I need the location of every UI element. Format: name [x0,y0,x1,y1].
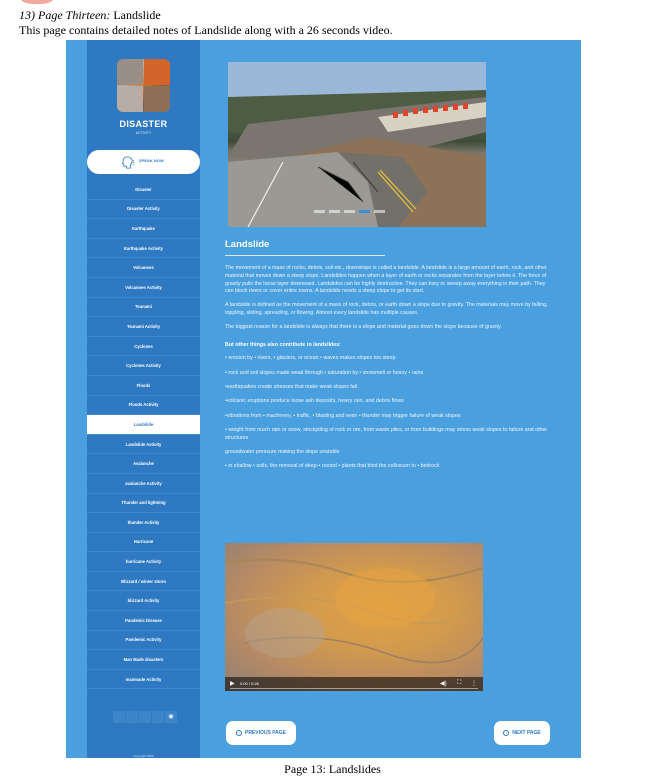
sidebar-item-hurricane-activity[interactable]: hurricane Activity [87,552,200,572]
sidebar-item-pandemic-activity[interactable]: Pandemic Activity [87,631,200,651]
social-icon[interactable] [113,711,125,723]
slider-dot[interactable] [344,210,355,213]
sidebar-item-volcanoes-activity[interactable]: Volcanoes Activity [87,278,200,298]
sidebar-item-thunder-activity[interactable]: thunder Activity [87,513,200,533]
social-links [113,711,177,723]
slider-dots [314,210,385,213]
landslide-road-image [228,62,486,227]
title-divider [225,255,385,256]
cause-item: • in shallow • soils, the removal of deep-• rooted • plants that bind the colluvium to • bedrock [225,463,440,470]
sidebar-item-hurricane[interactable]: Hurricane [87,533,200,553]
social-icon[interactable] [152,711,164,723]
sidebar-item-man-made-disasters[interactable]: Man Made disasters [87,650,200,670]
cause-item: • rock and soil slopes made weak through • saturation by • snowmelt or heavy • rains [225,369,424,376]
page-title: Landslide [225,239,270,250]
video-progress-track[interactable] [230,688,478,689]
figure-caption: Page 13: Landslides [284,762,381,776]
copyright: Copyright 2020 [133,754,154,758]
brand-subtitle: ACTIVITY [135,131,152,135]
paragraph: The movement of a mass of rocks, debris, soil etc., downslope is called a landslide. A landslide is a large amount of earth, rock, and other material that moves down a steep slope. Landslides happen when a layer of earth or rocks separates from the layer below it. The force of gravity pulls the loose layer downward. Landslides can be highly destructive. They can bury or sweep away everything in their path. They can block rivers or cover entire towns. A landslide needs a steep slope to get its start. [225,265,547,295]
speaking-head-icon [120,155,135,170]
heading-topic: Landslide [113,8,161,22]
brand-title: DISASTER [119,119,168,129]
arrow-right-icon: › [503,730,509,736]
image-slider[interactable] [228,62,486,227]
slider-dot[interactable] [374,210,385,213]
next-page-button[interactable] [494,721,550,745]
sidebar-item-thunder-and-lightning[interactable]: Thunder and lightning [87,494,200,514]
sidebar-item-avalanche-activity[interactable]: avalanche Activity [87,474,200,494]
sidebar-nav [87,180,200,689]
sidebar-item-tsunami-activity[interactable]: Tsunami Activity [87,317,200,337]
video-controls [225,677,483,691]
sidebar-item-avalanche[interactable]: Avalanche [87,454,200,474]
heading-number: 13) [19,8,35,22]
sidebar-item-landslide-activity[interactable]: Landslide Activity [87,435,200,455]
logo-image [117,59,170,112]
article-content [225,265,551,478]
document-description: This page contains detailed notes of Landslide along with a 26 seconds video. [19,23,393,37]
video-player[interactable] [225,543,483,691]
sidebar-item-manmade-activity[interactable]: manmade Activity [87,670,200,690]
subheading: But other things also contribute to landslides: [225,341,341,348]
cause-item: • weight from much rain or snow, stockpiling of rock or ore, from waste piles, or from buildings may stress weak slopes to failure and other structures [225,426,548,441]
sidebar-item-earthquake-activity[interactable]: Earthquake Activity [87,239,200,259]
rss-icon[interactable]: ◉ [165,711,177,723]
sidebar-item-disaster-activity[interactable]: Disaster Activity [87,200,200,220]
cause-item: groundwater pressure making the slope unstable [225,448,340,455]
cause-item: • erosion by • rivers, • glaciers, or ocean • waves makes slopes too steep [225,355,396,362]
slider-dot[interactable] [359,210,370,213]
cause-list [225,355,551,471]
rock-texture-video-frame [225,543,483,691]
fullscreen-icon[interactable]: ⛶ [457,680,462,686]
sidebar-item-tsunami[interactable]: Tsunami [87,298,200,318]
sidebar-item-earthquake[interactable]: Earthquake [87,219,200,239]
sidebar-item-disaster[interactable]: Disaster [87,180,200,200]
paragraph: A landslide is defined as the movement of a mass of rock, debris, or earth down a slope due to gravity. The materials may move by falling, toppling, sliding, spreading, or flowing. Almost every landslide has multiple causes. [225,302,548,316]
speak-now-label: SPEAK NOW [139,158,164,163]
previous-page-button[interactable] [226,721,296,745]
cause-item: •earthquakes create stresses that make weak slopes fail [225,383,357,390]
slider-dot[interactable] [314,210,325,213]
app-screenshot [66,40,581,758]
video-time: 0:00 / 0:26 [240,681,259,686]
next-page-label: NEXT PAGE [512,730,541,736]
cause-item: •vibrations from • machinery, • traffic, • blasting and even • thunder may trigger failure of weak slopes [225,412,461,419]
document-heading [19,8,161,22]
sidebar-item-blizzard-activity[interactable]: blizzard Activity [87,591,200,611]
sidebar-item-cyclones[interactable]: Cyclones [87,337,200,357]
sidebar-item-blizzard-winter-storm[interactable]: Blizzard / winter storm [87,572,200,592]
play-icon[interactable]: ▶ [230,681,235,687]
speak-now-button[interactable] [87,150,200,174]
sidebar-item-floods[interactable]: Floods [87,376,200,396]
sidebar-item-volcanoes[interactable]: Volcanoes [87,258,200,278]
social-icon[interactable] [126,711,138,723]
social-icon[interactable] [139,711,151,723]
volume-icon[interactable]: ◀) [440,681,447,687]
slider-dot[interactable] [329,210,340,213]
previous-page-label: PREVIOUS PAGE [244,730,287,736]
paragraph: The biggest reason for a landslide is always that there is a slope and material goes down the slope because of gravity. [225,323,502,330]
sidebar-item-landslide[interactable]: Landslide [87,415,200,435]
sidebar-item-floods-activity[interactable]: Floods Activity [87,396,200,416]
sidebar-item-pandemic-disease[interactable]: Pandemic Disease [87,611,200,631]
arrow-left-icon: ‹ [236,730,242,736]
decorative-arc [14,0,60,4]
more-options-icon[interactable]: ⋮ [471,681,477,687]
cause-item: •volcanic eruptions produce loose ash deposits, heavy rain, and debris flows [225,398,404,405]
sidebar [87,40,200,758]
sidebar-item-cyclones-activity[interactable]: Cyclones Activity [87,356,200,376]
heading-page: Page Thirteen: [38,8,111,22]
